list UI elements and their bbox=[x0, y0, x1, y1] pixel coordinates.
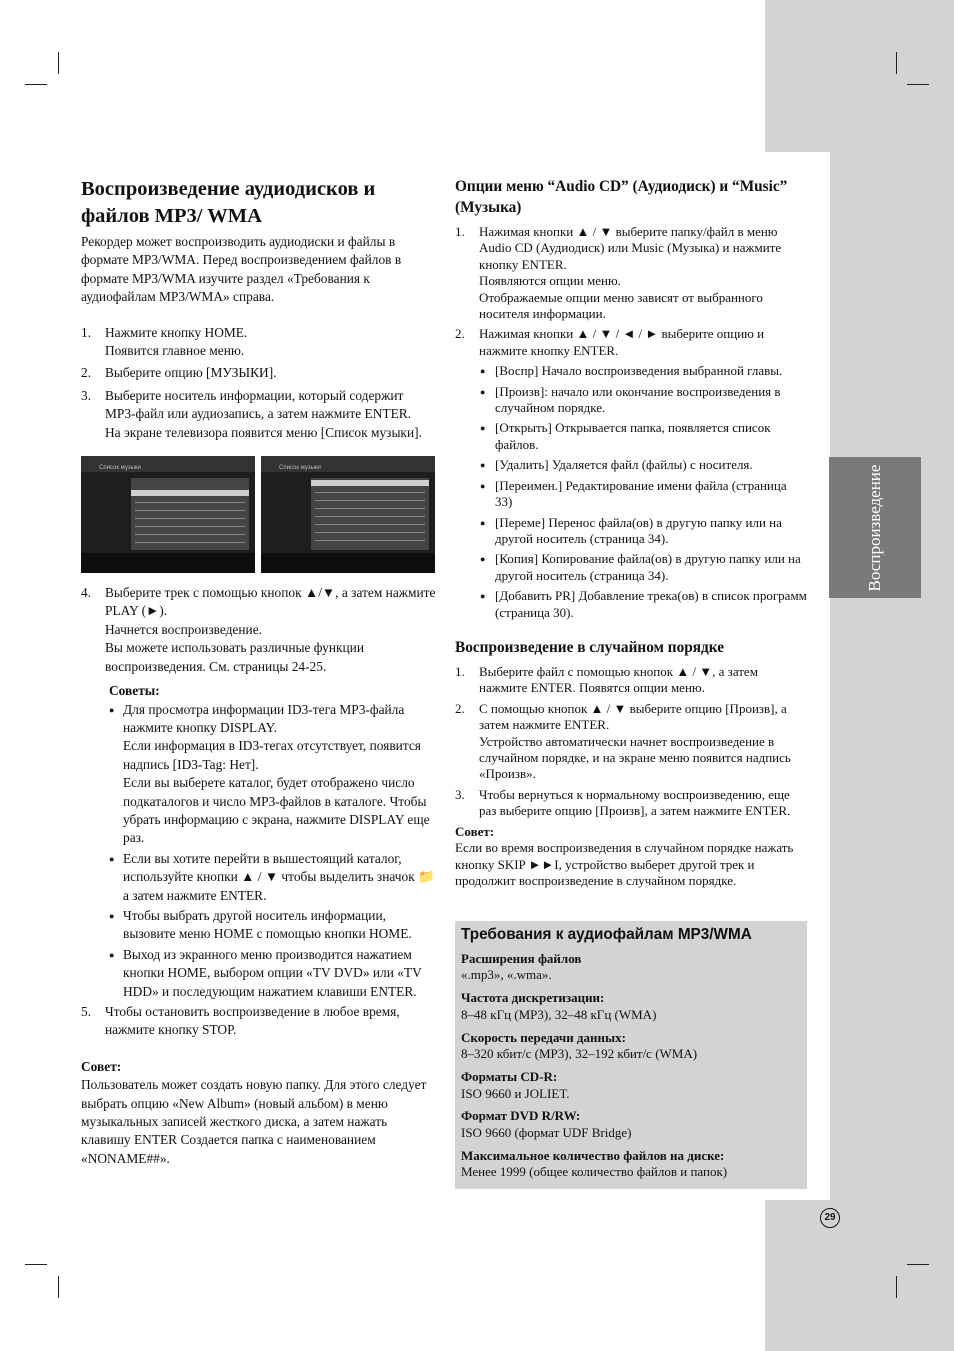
step-item: 4. Выберите трек с помощью кнопок ▲/▼, а затем нажмите PLAY (►). Начнется воспроизведение. Вы можете использовать различные функции воспроизведения. См. страницы 24-25. bbox=[81, 585, 436, 674]
step-item: 3. Чтобы вернуться к нормальному воспроизведению, еще раз выберите опцию [Произв], а затем нажмите ENTER. bbox=[455, 786, 791, 819]
option-item: ● [Добавить PR] Добавление трека(ов) в список программ (страница 30). bbox=[477, 588, 807, 621]
menu-options-heading: Опции меню “Audio CD” (Аудиодиск) и “Music” (Музыка) bbox=[455, 178, 788, 216]
tip-item: ● Выход из экранного меню производится нажатием кнопки HOME, выбором опции «TV DVD» или «TV HDD» и последующим нажатием клавиши ENTER. bbox=[109, 946, 436, 1001]
crop-mark bbox=[58, 52, 59, 74]
option-item: ● [Воспр] Начало воспроизведения выбранной главы. bbox=[477, 363, 807, 379]
option-item: ● [Произв]: начало или окончание воспроизведения в случайном порядке. bbox=[477, 384, 807, 417]
screenshots bbox=[81, 456, 436, 574]
option-item: ● [Переимен.] Редактирование имени файла (страница 33) bbox=[477, 478, 807, 511]
music-list-screenshot-hdd: Список музыки bbox=[261, 456, 435, 573]
left-column bbox=[81, 176, 436, 1168]
step-item: 2. Нажимая кнопки ▲ / ▼ / ◄ / ► выберите опцию и нажмите кнопку ENTER. bbox=[455, 326, 765, 358]
random-advice: Совет: Если во время воспроизведения в случайном порядке нажать кнопку SKIP ►►I, устройство выберет другой трек и продолжит воспроизведение в случайном порядке. bbox=[455, 823, 794, 889]
page-number: 29 bbox=[820, 1208, 840, 1228]
option-item: ● [Переме] Перенос файла(ов) в другую папку или на другой носитель (страница 34). bbox=[477, 515, 807, 548]
intro-text: Рекордер может воспроизводить аудиодиски и файлы в формате MP3/WMA. Перед воспроизведением файлов в формате MP3/WMA изучите раздел «Требования к аудиофайлам MP3/WMA» справа. bbox=[81, 234, 402, 305]
music-list-screenshot-audio-cd: Список музыки bbox=[81, 456, 255, 573]
tips-block: Советы: ● Для просмотра информации ID3-тега MP3-файла нажмите кнопку DISPLAY. Если информация в ID3-тегах отсутствует, появится надпись [ID3-Tag: Нет]. Если вы выберете каталог, будет отображено число подкаталогов и число MP3-файлов в каталоге. Чтобы убрать информацию с экрана, нажмите DISPLAY еще раз. ● Если вы хотите перейти в вышестоящий каталог, используйте кнопки ▲ / ▼ чтобы выделить значок 📁 а затем нажмите ENTER. ● Чтобы выбрать другой носитель информации, вызовите меню HOME с помощью кнопки HOME. ● Выход из экранного меню производится нажатием кнопки HOME, выбором опции «TV DVD» или «TV HDD» и последующим нажатием клавиши ENTER. bbox=[109, 682, 436, 1001]
tip-item: ● Если вы хотите перейти в вышестоящий каталог, используйте кнопки ▲ / ▼ чтобы выделить значок 📁 а затем нажмите ENTER. bbox=[109, 850, 436, 905]
requirements-box: Требования к аудиофайлам MP3/WMA Расширения файлов «.mp3», «.wma». Частота дискретизации: 8–48 кГц (MP3), 32–48 кГц (WMA) Скорость передачи данных: 8–320 кбит/с (MP3), 32–192 кбит/с (WMA) Форматы CD-R: ISO 9660 и JOLIET. Формат DVD R/RW: ISO 9660 (формат UDF Bridge) Максимальное количество файлов на диске: Менее 1999 (общее количество файлов и папок) bbox=[455, 921, 807, 1189]
steps-list bbox=[81, 324, 436, 442]
step-item: 1. Нажмите кнопку HOME. Появится главное меню. bbox=[81, 324, 248, 359]
option-item: ● [Копия] Копирование файла(ов) в другую папку или на другой носитель (страница 34). bbox=[477, 551, 807, 584]
step-item: 1. Выберите файл с помощью кнопок ▲ / ▼, а затем нажмите ENTER. Появятся опции меню. bbox=[455, 663, 758, 696]
section-tab: Воспроизведение bbox=[829, 457, 921, 598]
crop-mark bbox=[25, 84, 47, 85]
crop-mark bbox=[896, 1276, 897, 1298]
option-item: ● [Удалить] Удаляется файл (файлы) с носителя. bbox=[477, 457, 807, 473]
options-list bbox=[477, 363, 807, 621]
option-item: ● [Открыть] Открывается папка, появляется список файлов. bbox=[477, 420, 807, 453]
step-item: 1. Нажимая кнопки ▲ / ▼ выберите папку/файл в меню Audio CD (Аудиодиск) или Music (Музыка) и нажмите кнопку ENTER. Появляются опции меню. Отображаемые опции меню зависят от выбранного носителя информации. bbox=[455, 224, 782, 322]
tip-item: ● Для просмотра информации ID3-тега MP3-файла нажмите кнопку DISPLAY. Если информация в ID3-тегах отсутствует, появится надпись [ID3-Tag: Нет]. Если вы выберете каталог, будет отображено число подкаталогов и число MP3-файлов в каталоге. Чтобы убрать информацию с экрана, нажмите DISPLAY еще раз. bbox=[109, 701, 436, 848]
step-item: 3. Выберите носитель информации, который содержит MP3-файл или аудиозапись, а затем нажмите ENTER. На экране телевизора появится меню [Список музыки]. bbox=[81, 387, 422, 440]
step-item: 5. Чтобы остановить воспроизведение в любое время, нажмите кнопку STOP. bbox=[81, 1004, 400, 1038]
crop-mark bbox=[907, 1264, 929, 1265]
step-item: 2. Выберите опцию [МУЗЫКИ]. bbox=[81, 365, 277, 381]
page-title: Воспроизведение аудиодисков и файлов MP3/ WMA bbox=[81, 178, 376, 227]
right-column bbox=[455, 176, 807, 890]
tip-item: ● Чтобы выбрать другой носитель информации, вызовите меню HOME с помощью кнопки HOME. bbox=[109, 907, 436, 944]
crop-mark bbox=[896, 52, 897, 74]
crop-mark bbox=[907, 84, 929, 85]
advice-block: Совет: Пользователь может создать новую папку. Для этого следует выбрать опцию «New Album» (новый альбом) в меню музыкальных записей жесткого диска, а затем нажать клавишу ENTER Создается папка с наименованием «NONAME##». bbox=[81, 1058, 427, 1166]
crop-mark bbox=[25, 1264, 47, 1265]
crop-mark bbox=[58, 1276, 59, 1298]
step-item: 2. С помощью кнопок ▲ / ▼ выберите опцию [Произв], а затем нажмите ENTER. Устройство автоматически начнет воспроизведение в случайном порядке, и на экране меню появится надпись «Произв». bbox=[455, 700, 791, 782]
random-play-heading: Воспроизведение в случайном порядке bbox=[455, 638, 725, 656]
requirements-title: Требования к аудиофайлам MP3/WMA bbox=[461, 926, 752, 943]
